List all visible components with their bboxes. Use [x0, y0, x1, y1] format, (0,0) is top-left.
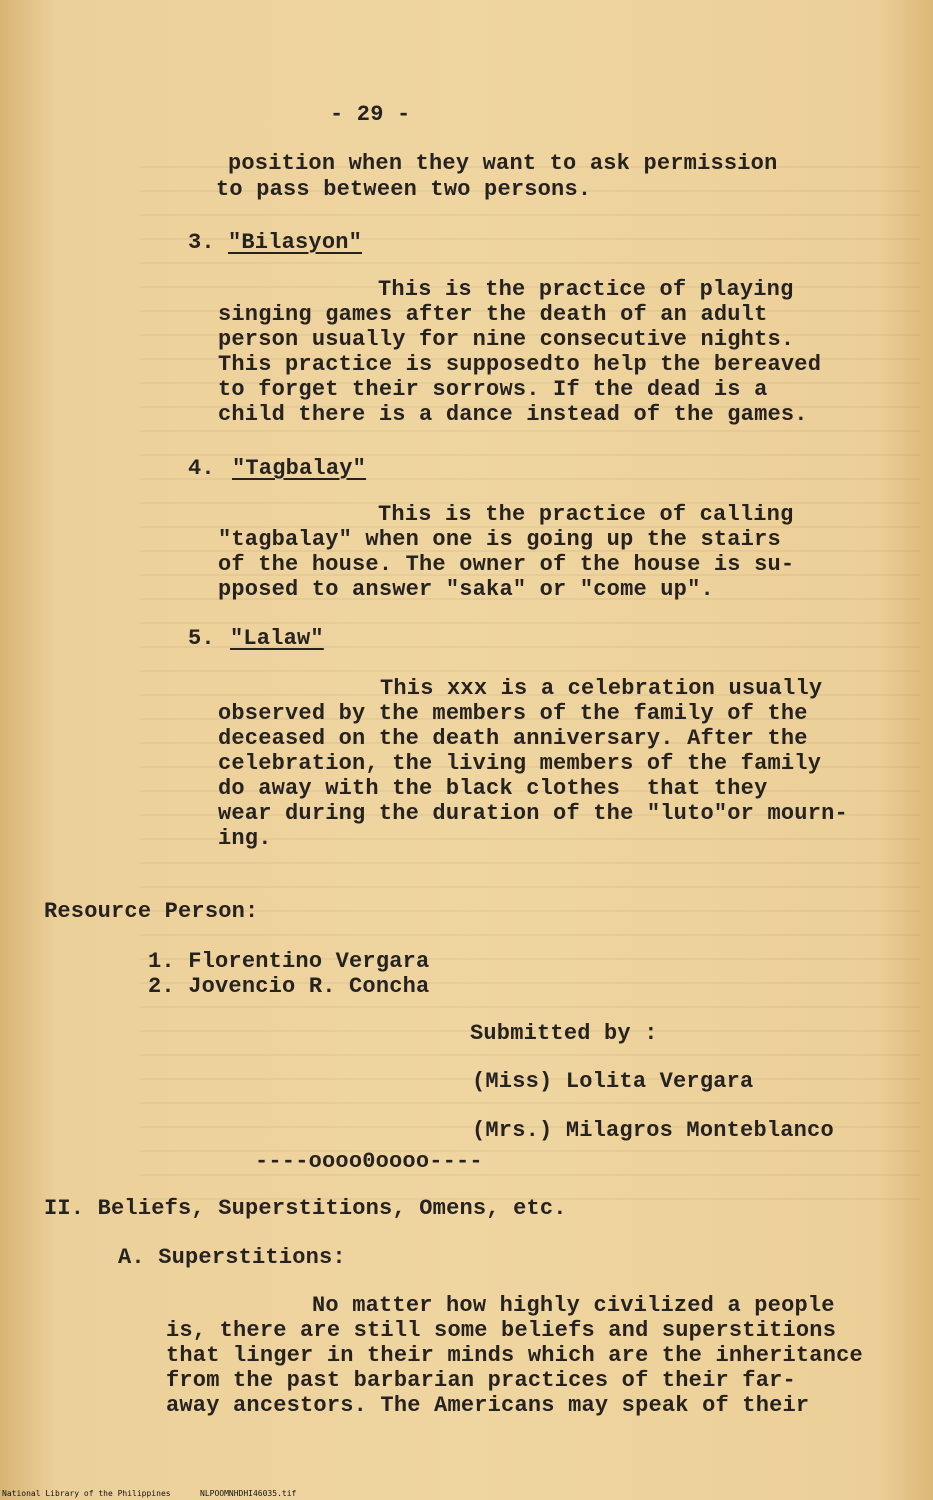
text-line: person usually for nine consecutive nights. — [218, 327, 795, 352]
text-line: to pass between two persons. — [216, 177, 592, 202]
text-line: to forget their sorrows. If the dead is a — [218, 377, 768, 402]
page-number: - 29 - — [330, 102, 411, 127]
submitted-label: Submitted by : — [470, 1021, 658, 1046]
text-line: No matter how highly civilized a people — [312, 1293, 835, 1318]
text-line: is, there are still some beliefs and superstitions — [166, 1318, 837, 1343]
text-line: singing games after the death of an adult — [218, 302, 768, 327]
footer-source: National Library of the Philippines — [2, 1489, 171, 1498]
text-line: do away with the black clothes that they — [218, 776, 768, 801]
submitter-name: (Mrs.) Milagros Monteblanco — [472, 1118, 834, 1143]
text-line: deceased on the death anniversary. After the — [218, 726, 808, 751]
item-heading: "Lalaw" — [230, 626, 324, 651]
text-line: of the house. The owner of the house is su- — [218, 552, 795, 577]
section-subtitle: A. Superstitions: — [118, 1245, 346, 1270]
text-line: away ancestors. The Americans may speak of their — [166, 1393, 810, 1418]
item-number: 5. — [188, 626, 215, 651]
resource-label: Resource Person: — [44, 899, 259, 924]
resource-person: 1. Florentino Vergara — [148, 949, 430, 974]
text-line: This practice is supposedto help the bereaved — [218, 352, 822, 377]
text-line: This is the practice of calling — [378, 502, 794, 527]
item-heading: "Tagbalay" — [232, 456, 367, 481]
text-line: observed by the members of the family of the — [218, 701, 808, 726]
text-line: child there is a dance instead of the games. — [218, 402, 808, 427]
item-heading: "Bilasyon" — [228, 230, 363, 255]
text-line: "tagbalay" when one is going up the stairs — [218, 527, 781, 552]
text-line: pposed to answer "saka" or "come up". — [218, 577, 714, 602]
text-line: that linger in their minds which are the inheritance — [166, 1343, 863, 1368]
submitter-name: (Miss) Lolita Vergara — [472, 1069, 754, 1094]
footer-filename: NLPOOMNHDHI46035.tif — [200, 1489, 297, 1498]
item-number: 4. — [188, 456, 215, 481]
text-line: wear during the duration of the "luto"or mourn- — [218, 801, 848, 826]
resource-person: 2. Jovencio R. Concha — [148, 974, 430, 999]
text-line: This is the practice of playing — [378, 277, 794, 302]
text-line: position when they want to ask permission — [228, 151, 778, 176]
text-line: celebration, the living members of the family — [218, 751, 822, 776]
text-line: ing. — [218, 826, 272, 851]
item-number: 3. — [188, 230, 215, 255]
text-line: from the past barbarian practices of their far- — [166, 1368, 796, 1393]
text-line: This xxx is a celebration usually — [380, 676, 823, 701]
section-title: II. Beliefs, Superstitions, Omens, etc. — [44, 1196, 567, 1221]
separator: ----oooo0oooo---- — [255, 1149, 483, 1174]
